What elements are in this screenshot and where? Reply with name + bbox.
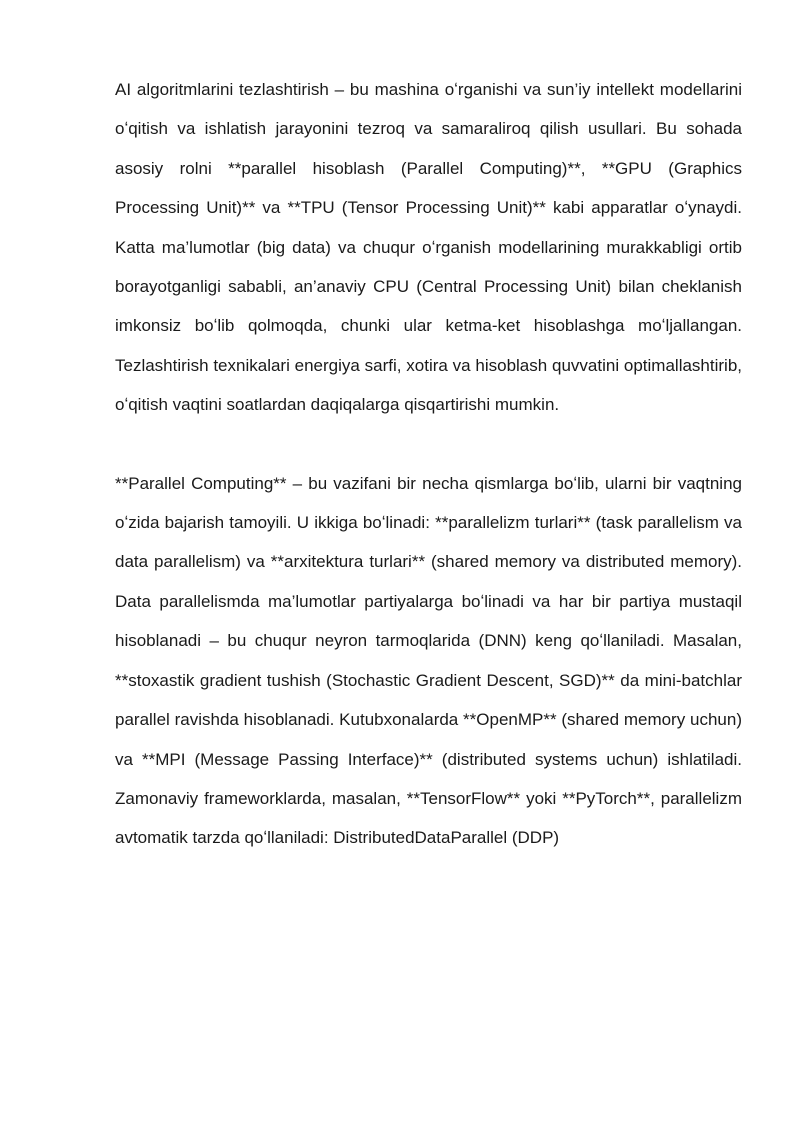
document-body (115, 70, 742, 858)
paragraph-parallel-computing: **Parallel Computing** – bu vazifani bir necha qismlarga boʻlib, ularni bir vaqtning oʻzida bajarish tamoyili. U ikkiga boʻlinadi: **parallelizm turlari** (task parallelism va data parallelism) va **arxitektura turlari** (shared memory va distributed memory). Data parallelismda ma’lumotlar partiyalarga boʻlinadi va har bir partiya mustaqil hisoblanadi – bu chuqur neyron tarmoqlarida (DNN) keng qoʻllaniladi. Masalan, **stoxastik gradient tushish (Stochastic Gradient Descent, SGD)** da mini-batchlar parallel ravishda hisoblanadi. Kutubxonalarda **OpenMP** (shared memory uchun) va **MPI (Message Passing Interface)** (distributed systems uchun) ishlatiladi. Zamonaviy frameworklarda, masalan, **TensorFlow** yoki **PyTorch**, parallelizm avtomatik tarzda qoʻllaniladi: DistributedDataParallel (DDP) (115, 473, 742, 848)
paragraph-ai-acceleration-intro: AI algoritmlarini tezlashtirish – bu mashina oʻrganishi va sun’iy intellekt modellarini oʻqitish va ishlatish jarayonini tezroq va samaraliroq qilish usullari. Bu sohada asosiy rolni **parallel hisoblash (Parallel Computing)**, **GPU (Graphics Processing Unit)** va **TPU (Tensor Processing Unit)** kabi apparatlar oʻynaydi. Katta ma’lumotlar (big data) va chuqur oʻrganish modellarining murakkabligi ortib borayotganligi sababli, an’anaviy CPU (Central Processing Unit) bilan cheklanish imkonsiz boʻlib qolmoqda, chunki ular ketma-ket hisoblashga moʻljallangan. Tezlashtirish texnikalari energiya sarfi, xotira va hisoblash quvvatini optimallashtirib, oʻqitish vaqtini soatlardan daqiqalarga qisqartirishi mumkin. (115, 80, 742, 415)
